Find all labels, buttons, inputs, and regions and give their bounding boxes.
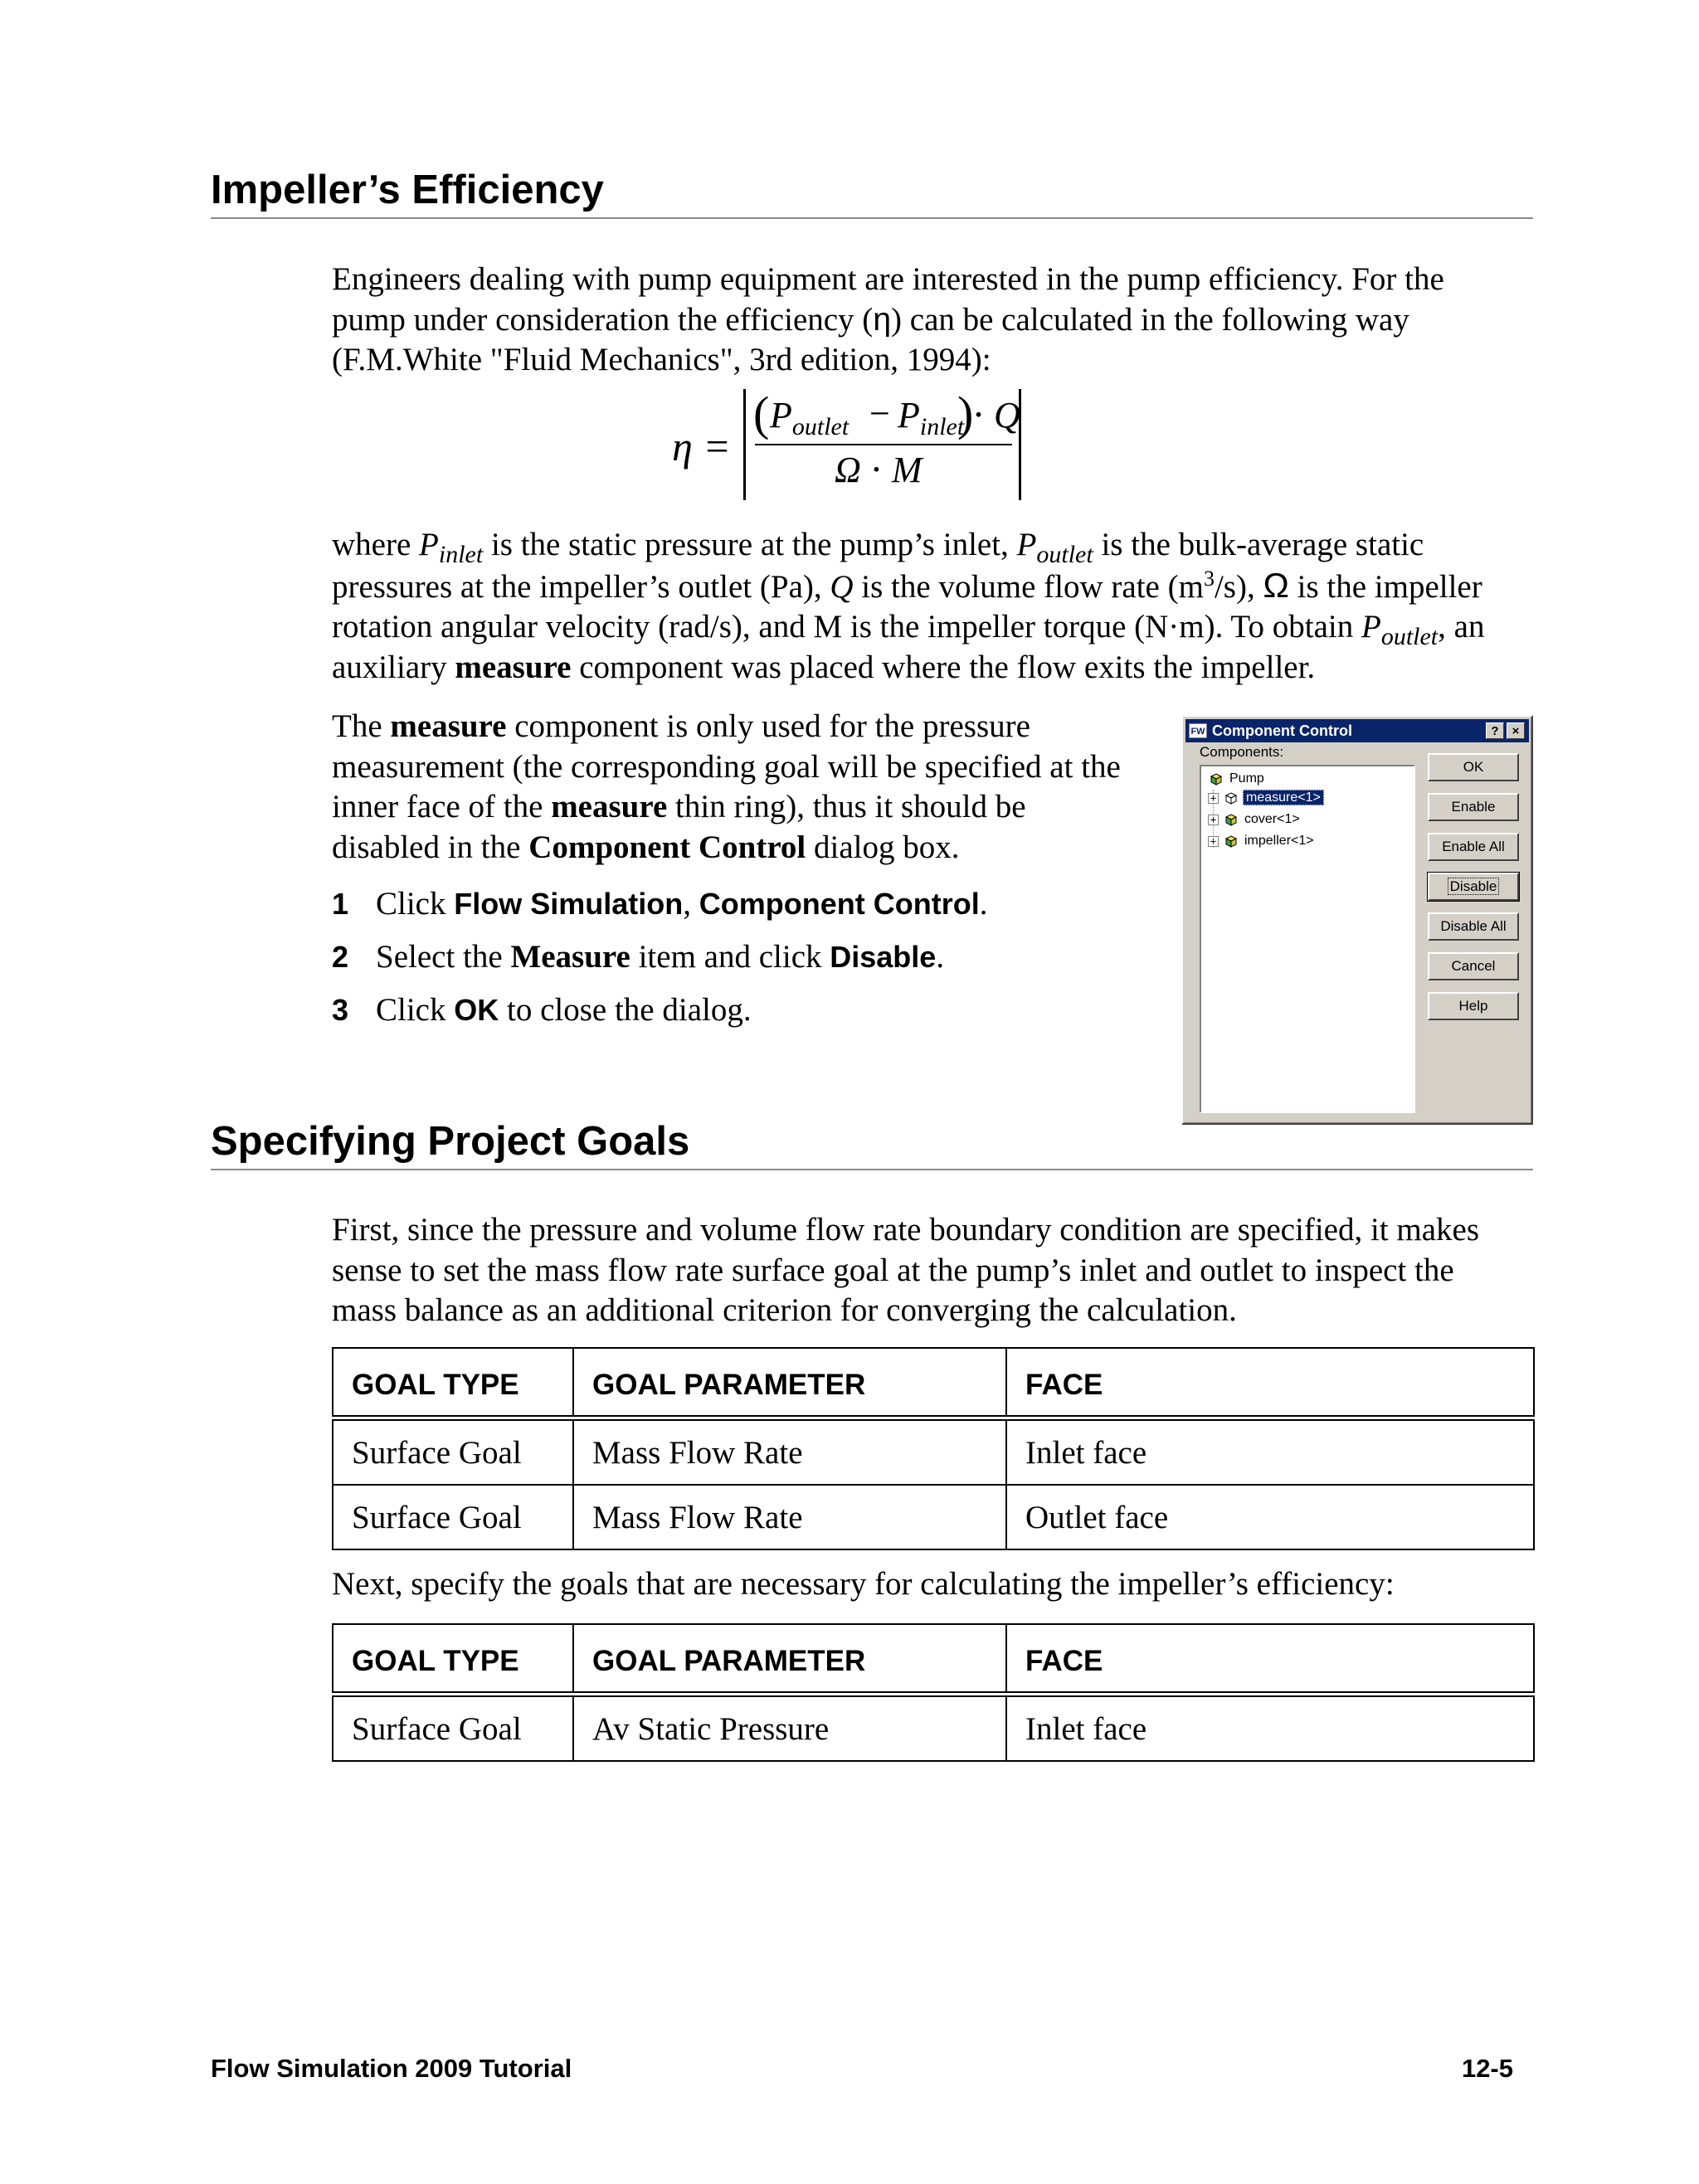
dialog-title: Component Control xyxy=(1212,722,1352,739)
where-text: auxiliary xyxy=(332,649,455,685)
expand-icon[interactable]: + xyxy=(1208,836,1219,847)
step-1 xyxy=(332,884,987,924)
eta-symbol: η xyxy=(873,301,892,338)
heading-rule xyxy=(211,217,1533,219)
column-header: FACE xyxy=(1006,1624,1534,1695)
step-text: . xyxy=(936,939,945,975)
formula-p-inlet: $P_{inlet}$ xyxy=(898,395,965,440)
section-heading-project-goals: Specifying Project Goals xyxy=(211,1119,690,1164)
where-paragraph xyxy=(332,525,1551,688)
assembly-icon xyxy=(1208,771,1224,786)
cancel-button[interactable]: Cancel xyxy=(1428,952,1519,980)
components-label: Components: xyxy=(1200,744,1284,760)
table-cell: Av Static Pressure xyxy=(573,1695,1006,1762)
table-cell: Inlet face xyxy=(1006,1418,1534,1486)
step-number: 3 xyxy=(332,993,349,1027)
ok-label: OK xyxy=(454,993,499,1027)
close-icon[interactable]: × xyxy=(1507,722,1525,739)
component-control-dialog xyxy=(1181,715,1533,1125)
measure-text: measurement (the corresponding goal will be specified at the xyxy=(332,748,1121,785)
fraction-bar xyxy=(755,444,1012,445)
measure-paragraph xyxy=(332,707,1161,868)
column-header: GOAL PARAMETER xyxy=(573,1624,1006,1695)
intro-line: (F.M.White "Fluid Mechanics", 3rd edition, 1994): xyxy=(332,342,991,377)
p-inlet: $P_{inlet}$ xyxy=(419,527,484,568)
measure-bold: measure xyxy=(455,649,572,685)
column-header: FACE xyxy=(1006,1348,1534,1418)
step-number: 1 xyxy=(332,887,349,921)
step-text: Select the xyxy=(376,939,511,975)
measure-text: component is only used for the pressure xyxy=(506,708,1030,744)
measure-item-bold: Measure xyxy=(510,939,630,975)
component-control-bold: Component Control xyxy=(528,829,806,865)
table-cell: Inlet face xyxy=(1006,1695,1534,1762)
measure-bold: measure xyxy=(551,789,668,824)
superscript-3: 3 xyxy=(1203,566,1215,591)
table-cell: Surface Goal xyxy=(333,1418,573,1486)
goals-table-2 xyxy=(332,1623,1535,1762)
where-text: pressures at the impeller’s outlet (Pa), xyxy=(332,568,830,605)
ok-button[interactable]: OK xyxy=(1428,753,1519,781)
step-3 xyxy=(332,990,752,1030)
table-cell: Mass Flow Rate xyxy=(573,1485,1006,1549)
menu-flow-simulation: Flow Simulation xyxy=(454,887,684,921)
expand-icon[interactable]: + xyxy=(1208,815,1219,825)
paren-open: ( xyxy=(753,387,770,440)
measure-text: thin ring), thus it should be xyxy=(667,789,1026,824)
step-text: to close the dialog. xyxy=(499,992,752,1028)
where-text: is the volume flow rate (m xyxy=(853,568,1204,605)
part-icon-disabled xyxy=(1223,790,1239,805)
goals-table-1 xyxy=(332,1347,1535,1550)
step-2 xyxy=(332,937,944,977)
step-text: item and click xyxy=(630,939,830,975)
goals-paragraph xyxy=(332,1210,1551,1331)
intro-line: pump under consideration the efficiency ( xyxy=(332,301,874,338)
formula-p-outlet: $P_{outlet}$ xyxy=(770,395,850,440)
paren-close: ) xyxy=(957,387,974,440)
column-header: GOAL TYPE xyxy=(333,1348,573,1418)
where-text: , an xyxy=(1438,609,1485,644)
goals-line: First, since the pressure and volume flow rate boundary condition are specified, it makes xyxy=(332,1212,1480,1248)
step-number: 2 xyxy=(332,940,349,974)
intro-line: Engineers dealing with pump equipment are interested in the pump efficiency. For the xyxy=(332,261,1444,297)
formula-denominator: Ω ⋅ M xyxy=(835,450,923,490)
tree-item-measure[interactable] xyxy=(1243,790,1324,806)
enable-button[interactable]: Enable xyxy=(1428,793,1519,821)
section-heading-impeller-efficiency: Impeller’s Efficiency xyxy=(211,168,604,212)
formula-dot-q: ⋅ Q xyxy=(972,395,1020,435)
help-icon[interactable]: ? xyxy=(1486,722,1504,739)
where-text: /s), xyxy=(1214,568,1263,605)
measure-text: inner face of the xyxy=(332,789,552,824)
step-text: . xyxy=(979,886,988,922)
measure-text: disabled in the xyxy=(332,829,529,865)
where-text: is the static pressure at the pump’s inlet, xyxy=(483,527,1017,562)
p-outlet: $P_{outlet}$ xyxy=(1016,527,1093,568)
components-tree[interactable] xyxy=(1200,765,1415,1113)
step-text: Click xyxy=(376,992,455,1028)
table-cell: Surface Goal xyxy=(333,1695,573,1762)
app-icon: FW xyxy=(1189,723,1207,738)
dialog-titlebar[interactable] xyxy=(1185,719,1529,742)
help-button[interactable]: Help xyxy=(1428,992,1519,1020)
next-paragraph: Next, specify the goals that are necessary for calculating the impeller’s efficiency: xyxy=(332,1566,1395,1602)
step-text: , xyxy=(683,886,699,922)
formula-minus: − xyxy=(869,393,890,434)
footer-title: Flow Simulation 2009 Tutorial xyxy=(211,2054,572,2083)
table-row xyxy=(333,1695,1534,1762)
table-header-row xyxy=(333,1348,1534,1418)
tree-item-impeller[interactable]: impeller<1> xyxy=(1244,834,1314,848)
part-icon xyxy=(1223,812,1239,827)
formula-lhs: η = xyxy=(672,423,732,469)
where-text: is the bulk-average static xyxy=(1093,527,1424,562)
tree-item-cover[interactable]: cover<1> xyxy=(1244,812,1300,826)
expand-icon[interactable]: + xyxy=(1208,793,1219,804)
menu-component-control: Component Control xyxy=(699,887,980,921)
tree-root-pump[interactable]: Pump xyxy=(1229,771,1264,786)
table-cell: Surface Goal xyxy=(333,1485,573,1549)
measure-text: dialog box. xyxy=(806,829,960,865)
column-header: GOAL TYPE xyxy=(333,1624,573,1695)
goals-line: mass balance as an additional criterion for converging the calculation. xyxy=(332,1292,1237,1328)
p-outlet: $P_{outlet}$ xyxy=(1361,609,1439,650)
disable-all-button[interactable]: Disable All xyxy=(1428,912,1519,941)
where-text: is the impeller xyxy=(1288,568,1482,605)
table-cell: Mass Flow Rate xyxy=(573,1418,1006,1486)
table-row xyxy=(333,1418,1534,1486)
abs-bar-left xyxy=(743,389,746,500)
where-text: component was placed where the flow exits the impeller. xyxy=(571,649,1316,685)
efficiency-formula xyxy=(672,386,1045,502)
table-row xyxy=(333,1485,1534,1549)
column-header: GOAL PARAMETER xyxy=(573,1348,1006,1418)
disable-button[interactable] xyxy=(1428,873,1519,901)
enable-all-button[interactable]: Enable All xyxy=(1428,833,1519,861)
measure-text: The xyxy=(332,708,391,744)
heading-rule xyxy=(211,1169,1533,1170)
disable-button-label: Disable xyxy=(1448,878,1500,895)
page-number: 12-5 xyxy=(1461,2054,1513,2083)
tree-item-label: measure<1> xyxy=(1243,790,1324,805)
table-cell: Outlet face xyxy=(1006,1485,1534,1549)
where-text: where xyxy=(332,527,420,562)
table-header-row xyxy=(333,1624,1534,1695)
goals-line: sense to set the mass flow rate surface goal at the pump’s inlet and outlet to inspect the xyxy=(332,1252,1454,1288)
where-text: rotation angular velocity (rad/s), and M is the impeller torque (N·m). To obtain xyxy=(332,609,1361,644)
part-icon xyxy=(1223,834,1239,849)
q-symbol: Q xyxy=(830,568,854,605)
measure-bold: measure xyxy=(390,708,507,744)
intro-paragraph xyxy=(332,260,1543,381)
intro-line: ) can be calculated in the following way xyxy=(891,301,1409,338)
omega-symbol: Ω xyxy=(1263,565,1289,605)
step-text: Click xyxy=(376,886,455,922)
disable-label: Disable xyxy=(830,940,937,974)
